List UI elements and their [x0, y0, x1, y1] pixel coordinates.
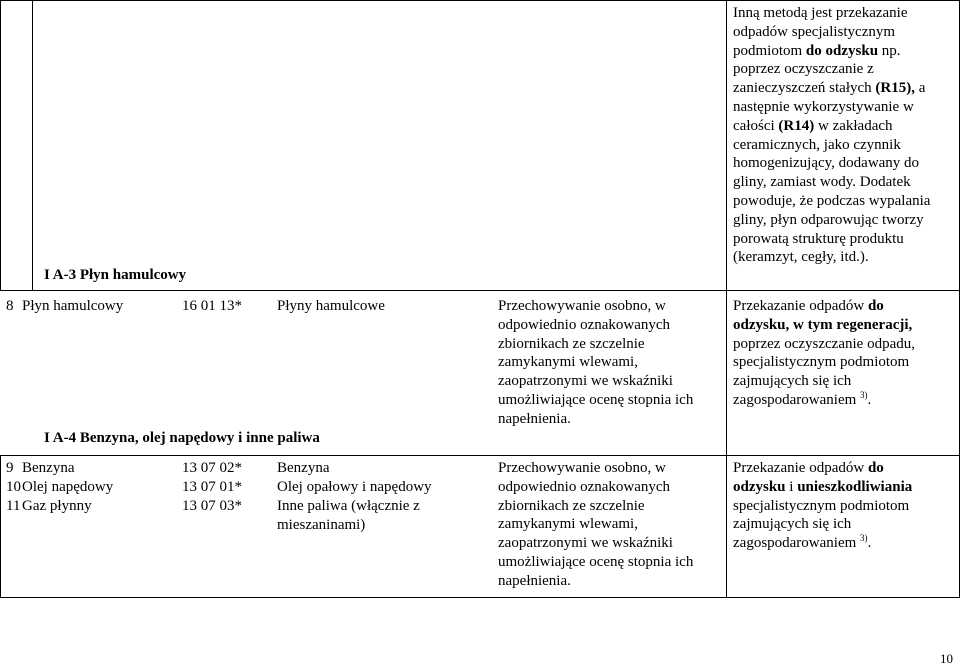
- rule-a3-inner-left: [32, 0, 33, 290]
- text-run: zajmujących się ich: [733, 516, 852, 533]
- rule-left-a4: [0, 455, 1, 598]
- row-8-storage: [498, 297, 693, 429]
- row-8-handling: [733, 297, 915, 410]
- text-run: powoduje, że podczas wypalania: [733, 192, 931, 209]
- text-line: [733, 534, 912, 553]
- text-run: do odzysku: [805, 42, 879, 59]
- text-line: [733, 478, 912, 497]
- text-line: zamykanymi wlewami,: [498, 354, 638, 371]
- a4-storage: [498, 459, 693, 591]
- page-number: 10: [940, 651, 953, 666]
- text-line: [733, 316, 915, 335]
- text-run: odzysku, w tym regeneracji,: [733, 316, 913, 333]
- text-line: [733, 98, 930, 117]
- row-code: 13 07 02*: [182, 460, 242, 476]
- text-run: .: [867, 535, 872, 552]
- row-code: 13 07 03*: [182, 498, 242, 514]
- text-run: 3): [860, 389, 868, 400]
- row-waste: [277, 459, 329, 478]
- text-run: do: [867, 460, 884, 476]
- rule-bottom: [0, 597, 960, 598]
- row-no: 11: [6, 498, 21, 514]
- text-run: gliny, zamiast wody. Dodatek: [733, 174, 911, 191]
- text-line: napełnienia.: [498, 410, 571, 427]
- text-line: Benzyna: [277, 460, 330, 476]
- text-run: zajmujących się ich: [733, 373, 852, 390]
- rule-a4-top: [0, 455, 960, 456]
- text-line: zaopatrzonymi we wskaźniki: [498, 373, 673, 390]
- row-8-waste: Płyny hamulcowe: [277, 298, 385, 314]
- text-line: [733, 117, 930, 136]
- text-run: zanieczyszczeń stałych: [733, 80, 876, 97]
- text-run: specjalistycznym podmiotom: [733, 497, 910, 514]
- text-line: Olej opałowy i napędowy: [277, 479, 432, 495]
- text-line: Przechowywanie osobno, w: [498, 460, 666, 476]
- text-run: unieszkodliwiania: [797, 478, 913, 495]
- text-run: Przekazanie odpadów: [733, 460, 868, 476]
- text-run: Przekazanie odpadów: [733, 298, 868, 314]
- row-no: 9: [6, 460, 14, 476]
- text-line: [733, 79, 930, 98]
- text-line: zbiornikach ze szczelnie: [498, 497, 645, 514]
- text-run: Inną metodą jest przekazanie: [733, 5, 908, 21]
- text-run: 3): [860, 533, 868, 544]
- text-line: [733, 335, 915, 354]
- text-run: specjalistycznym podmiotom: [733, 354, 910, 371]
- text-line: [733, 211, 930, 230]
- text-run: w zakładach: [814, 117, 893, 134]
- text-run: poprzez oczyszczanie z: [733, 61, 874, 78]
- row-name: Olej napędowy: [22, 479, 114, 495]
- text-line: umożliwiające ocenę stopnia ich: [498, 391, 694, 408]
- text-line: napełnienia.: [498, 572, 571, 589]
- text-run: ceramicznych, jako czynnik: [733, 136, 901, 153]
- text-line: [733, 297, 915, 316]
- text-line: zaopatrzonymi we wskaźniki: [498, 535, 673, 552]
- text-line: [733, 23, 930, 42]
- text-run: odpadów specjalistycznym: [733, 23, 896, 40]
- text-line: [733, 515, 912, 534]
- text-run: porowatą strukturę produktu: [733, 230, 904, 247]
- text-line: [733, 497, 912, 516]
- text-run: odzysku: [733, 478, 786, 495]
- row-8-name: Płyn hamulcowy: [22, 298, 124, 314]
- row-name: Benzyna: [22, 460, 75, 476]
- text-line: [733, 60, 930, 79]
- text-line: [733, 372, 915, 391]
- text-line: mieszaninami): [277, 516, 366, 533]
- text-line: [733, 353, 915, 372]
- text-run: np.: [878, 42, 901, 59]
- row-8-code: 16 01 13*: [182, 298, 242, 314]
- text-line: Inne paliwa (włącznie z: [277, 498, 420, 514]
- text-line: Przechowywanie osobno, w: [498, 298, 666, 314]
- rule-left-top: [0, 0, 1, 290]
- text-line: [733, 154, 930, 173]
- text-run: do: [867, 298, 884, 314]
- text-run: zagospodarowaniem: [733, 391, 861, 408]
- row-no: 10: [6, 479, 21, 495]
- row-8-no: 8: [6, 298, 14, 314]
- text-line: odpowiednio oznakowanych: [498, 478, 671, 495]
- rule-col-divider: [726, 0, 727, 598]
- text-line: [733, 42, 930, 61]
- a4-handling: [733, 459, 912, 553]
- text-line: [733, 459, 912, 478]
- text-line: umożliwiające ocenę stopnia ich: [498, 553, 694, 570]
- text-line: zamykanymi wlewami,: [498, 516, 638, 533]
- text-run: homogenizujący, dodawany do: [733, 155, 920, 172]
- top-note: [733, 4, 930, 267]
- text-run: .: [867, 391, 872, 408]
- row-code: 13 07 01*: [182, 479, 242, 495]
- text-line: [733, 248, 930, 267]
- text-line: [733, 136, 930, 155]
- text-run: i: [785, 478, 798, 495]
- text-line: [733, 230, 930, 249]
- rule-a3-bottom: [0, 290, 960, 291]
- text-run: podmiotom: [733, 42, 806, 59]
- text-line: [733, 192, 930, 211]
- row-name: Gaz płynny: [22, 498, 92, 514]
- text-line: odpowiednio oznakowanych: [498, 316, 671, 333]
- text-run: a: [915, 80, 926, 97]
- text-run: (R14): [778, 117, 815, 134]
- text-run: (R15),: [875, 80, 915, 97]
- text-line: [733, 391, 915, 410]
- text-run: gliny, płyn odparowując tworzy: [733, 211, 924, 228]
- section-heading-a3: I A-3 Płyn hamulcowy: [44, 267, 187, 283]
- row-waste: [277, 478, 432, 497]
- rule-top: [0, 0, 960, 1]
- text-run: całości: [733, 117, 779, 134]
- text-run: poprzez oczyszczanie odpadu,: [733, 335, 915, 352]
- row-waste: [277, 497, 420, 535]
- section-heading-a4: I A-4 Benzyna, olej napędowy i inne paliwa: [44, 430, 320, 446]
- text-run: następnie wykorzystywanie w: [733, 98, 914, 115]
- text-line: [733, 173, 930, 192]
- text-line: [733, 4, 930, 23]
- text-line: zbiornikach ze szczelnie: [498, 335, 645, 352]
- text-run: (keramzyt, cegły, itd.).: [733, 249, 869, 266]
- text-run: zagospodarowaniem: [733, 535, 861, 552]
